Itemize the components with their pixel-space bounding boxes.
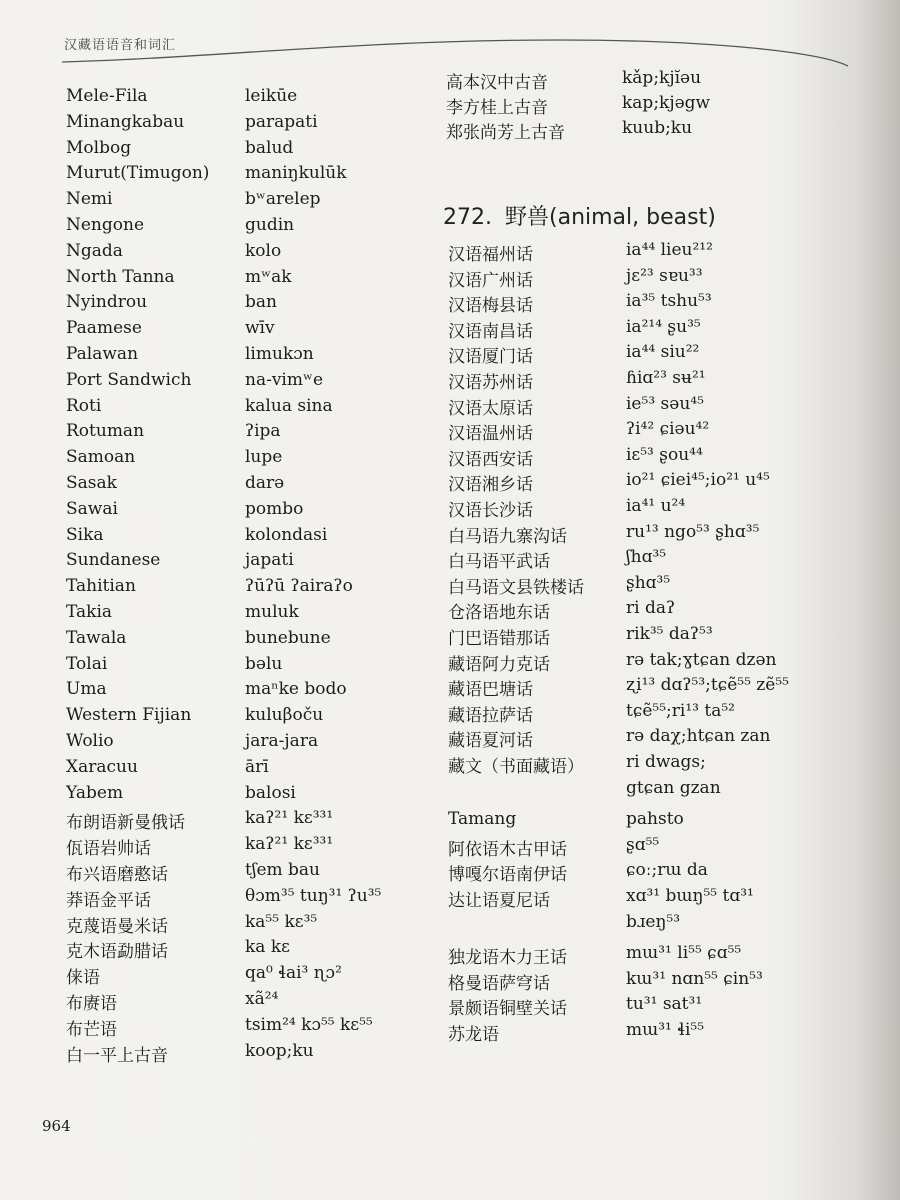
word-form: qa⁰ ɬai³ ɳɔ²	[245, 963, 342, 984]
language-name: Nengone	[66, 215, 145, 235]
word-form: ka⁵⁵ kɛ³⁵	[245, 911, 318, 932]
language-name: 白一平上古音	[66, 1045, 168, 1066]
word-form: parapati	[245, 111, 318, 132]
word-form: ia²¹⁴ ʂu³⁵	[626, 316, 701, 337]
language-name: 藏语巴塘话	[448, 680, 533, 701]
language-name: Yabem	[66, 782, 124, 803]
language-name: 克木语勐腊话	[66, 942, 168, 963]
language-name: 仓洛语地东话	[448, 603, 550, 624]
word-form: kɯ³¹ nɑn⁵⁵ ɕin⁵³	[626, 968, 763, 989]
word-form: ʃhɑ³⁵	[626, 547, 667, 568]
word-form: rə daχ;htɕan zan	[626, 726, 771, 747]
word-form: θɔm³⁵ tuŋ³¹ ʔu³⁵	[245, 885, 382, 906]
header-rule	[60, 0, 850, 70]
language-name: 布朗语新曼俄话	[66, 813, 185, 834]
word-form: xɑ³¹ bɯŋ⁵⁵ tɑ³¹	[626, 886, 754, 906]
word-form: gtɕan gzan	[626, 777, 721, 798]
word-form: bɹeŋ⁵³	[626, 911, 681, 932]
language-name: 汉语太原话	[448, 398, 533, 419]
language-name: Nyindrou	[66, 292, 148, 313]
language-name: 白马语九寨沟话	[448, 526, 567, 547]
language-name: 汉语湘乡话	[448, 475, 533, 496]
language-name: Tawala	[66, 627, 127, 648]
language-name: 汉语广州话	[448, 270, 533, 291]
language-name: 汉语温州话	[448, 424, 533, 445]
word-form: ɕoː;rɯ da	[626, 860, 708, 881]
page-number: 964	[42, 1117, 71, 1135]
word-form: ia⁴⁴ siu²²	[626, 342, 700, 363]
language-name: 白马语文县铁楼话	[448, 577, 584, 598]
word-form: jɛ²³ sɐu³³	[626, 265, 703, 286]
word-form: ka kɛ	[245, 937, 290, 958]
language-name: 达让语夏尼话	[448, 891, 550, 911]
word-form: bunebune	[245, 627, 331, 648]
language-name: 汉语苏州话	[448, 373, 533, 393]
language-name: 汉语厦门话	[448, 347, 533, 368]
word-form: gudin	[245, 215, 295, 235]
language-name: 苏龙语	[448, 1025, 499, 1045]
language-name: 李方桂上古音	[446, 98, 548, 118]
word-form: io²¹ ɕiei⁴⁵;io²¹ u⁴⁵	[626, 470, 770, 491]
word-form: muluk	[245, 602, 299, 622]
language-name: 布赓语	[66, 994, 117, 1014]
word-form: koop;ku	[245, 1040, 314, 1061]
language-name: Paamese	[66, 318, 142, 339]
language-name: Sawai	[66, 498, 118, 519]
section-title-cn: 野兽	[504, 205, 549, 230]
word-form: pombo	[245, 498, 304, 519]
language-name: 白马语平武话	[448, 552, 550, 573]
word-form: jara-jara	[245, 731, 319, 751]
word-form: limukɔn	[245, 344, 314, 364]
language-name: 汉语梅县话	[448, 296, 533, 317]
word-form: mʷak	[245, 266, 292, 287]
word-form: kuluβoču	[245, 705, 324, 726]
language-name: Palawan	[66, 344, 139, 364]
word-form: tɕẽ⁵⁵;ri¹³ ta⁵²	[626, 700, 735, 721]
language-name: 藏文（书面藏语）	[448, 757, 584, 777]
word-form: kǎp;kjĭǝu	[622, 68, 702, 88]
language-name: Roti	[66, 395, 102, 416]
language-name: Nemi	[66, 189, 113, 210]
word-form: mɯ³¹ li⁵⁵ ɕɑ⁵⁵	[626, 943, 742, 964]
word-form: kaʔ²¹ kɛ³³¹	[245, 834, 334, 855]
page-edge-shadow	[790, 0, 900, 1200]
word-form: bəlu	[245, 653, 283, 674]
language-name: Western Fijian	[66, 705, 192, 726]
language-name: Sika	[66, 524, 104, 545]
language-name: 汉语南昌话	[448, 321, 533, 342]
word-form: kalua sina	[245, 395, 333, 416]
language-name: 郑张尚芳上古音	[446, 123, 565, 143]
language-name: 独龙语木力王话	[448, 948, 567, 969]
language-name: Sasak	[66, 473, 117, 493]
word-form: japati	[245, 550, 294, 571]
word-form: ɦiɑ²³ sʉ²¹	[626, 368, 706, 388]
language-name: 汉语西安话	[448, 449, 533, 470]
language-name: 格曼语萨穹话	[448, 973, 550, 994]
word-form: xã²⁴	[245, 989, 279, 1009]
language-name: Mele-Fila	[66, 86, 148, 106]
language-name: Samoan	[66, 447, 136, 468]
language-name: 阿依语木古甲话	[448, 839, 567, 860]
language-name: North Tanna	[66, 266, 175, 287]
language-name: 佤语岩帅话	[66, 839, 151, 860]
language-name: 藏语阿力克话	[448, 654, 550, 675]
word-form: tʃem bau	[245, 860, 320, 880]
word-form: ia³⁵ tshu⁵³	[626, 291, 712, 312]
language-name: 藏语拉萨话	[448, 705, 533, 726]
language-name: Murut(Timugon)	[66, 163, 210, 184]
section-heading	[443, 200, 716, 231]
language-name: Minangkabau	[66, 111, 185, 132]
language-name: Ngada	[66, 240, 123, 261]
word-form: rə tak;ɣtɕan dzən	[626, 649, 777, 670]
language-name: 莽语金平话	[66, 890, 151, 911]
word-form: maⁿke bodo	[245, 679, 347, 700]
language-name: 克蔑语曼米话	[66, 916, 168, 937]
word-form: ʔi⁴² ɕiəu⁴²	[626, 419, 710, 440]
word-form: ʐi¹³ dɑʔ⁵³;tɕẽ⁵⁵ zẽ⁵⁵	[626, 675, 789, 696]
language-name: Wolio	[66, 731, 114, 751]
word-form: ri daʔ	[626, 598, 676, 619]
language-name: 布兴语磨憨话	[66, 865, 168, 885]
word-form: kolondasi	[245, 524, 328, 545]
language-name: Tolai	[66, 653, 108, 674]
language-name: Uma	[66, 679, 107, 700]
word-form: kuub;ku	[622, 118, 693, 138]
word-form: maniŋkulūk	[245, 163, 347, 184]
language-name: Xaracuu	[66, 756, 138, 777]
word-form: balud	[245, 137, 294, 158]
language-name: Tahitian	[66, 576, 136, 597]
language-name: Molbog	[66, 137, 132, 158]
word-form: ri dwags;	[626, 752, 706, 772]
word-form: na-vimʷe	[245, 369, 324, 390]
word-form: ʔipa	[245, 421, 281, 442]
section-title-en: (animal, beast)	[549, 205, 716, 230]
word-form: ia⁴¹ u²⁴	[626, 496, 686, 516]
word-form: darə	[245, 473, 285, 493]
language-name: 布芒语	[66, 1019, 117, 1040]
word-form: ʔūʔū ʔairaʔo	[245, 576, 353, 597]
language-name: 门巴语错那话	[448, 629, 550, 649]
word-form: kap;kjəgw	[622, 93, 711, 113]
language-name: 博嘎尔语南伊话	[448, 865, 567, 886]
word-form: kolo	[245, 240, 282, 261]
language-name: Takia	[66, 602, 113, 622]
language-name: Sundanese	[66, 550, 161, 571]
word-form: mɯ³¹ ɬi⁵⁵	[626, 1020, 705, 1040]
word-form: balosi	[245, 782, 296, 803]
language-name: Tamang	[448, 809, 517, 830]
section-number: 272.	[443, 205, 492, 230]
word-form: ie⁵³ səu⁴⁵	[626, 393, 704, 414]
word-form: kaʔ²¹ kɛ³³¹	[245, 808, 334, 829]
word-form: rik³⁵ daʔ⁵³	[626, 624, 713, 644]
language-name: 俫语	[66, 968, 100, 989]
word-form: ʂɑ⁵⁵	[626, 834, 660, 855]
language-name: Rotuman	[66, 421, 145, 442]
word-form: leikūe	[245, 86, 298, 106]
word-form: iɛ⁵³ ʂou⁴⁴	[626, 444, 703, 465]
language-name: 藏语夏河话	[448, 731, 533, 752]
language-name: 高本汉中古音	[446, 73, 548, 93]
language-name: 汉语福州话	[448, 245, 533, 265]
word-form: tu³¹ sat³¹	[626, 994, 703, 1015]
word-form: ārī	[245, 756, 269, 777]
word-form: pahsto	[626, 809, 684, 830]
word-form: bʷarelep	[245, 189, 321, 210]
word-form: tsim²⁴ kɔ⁵⁵ kɛ⁵⁵	[245, 1014, 373, 1035]
word-form: ru¹³ ngo⁵³ ʂhɑ³⁵	[626, 521, 760, 542]
language-name: 景颇语铜壁关话	[448, 999, 567, 1020]
word-form: ʂhɑ³⁵	[626, 572, 671, 593]
running-head: 汉藏语语音和词汇	[64, 38, 177, 53]
word-form: wīv	[245, 318, 275, 339]
language-name: Port Sandwich	[66, 369, 192, 390]
word-form: ia⁴⁴ lieu²¹²	[626, 240, 713, 260]
word-form: ban	[245, 292, 277, 313]
language-name: 汉语长沙话	[448, 501, 533, 521]
word-form: lupe	[245, 447, 283, 468]
